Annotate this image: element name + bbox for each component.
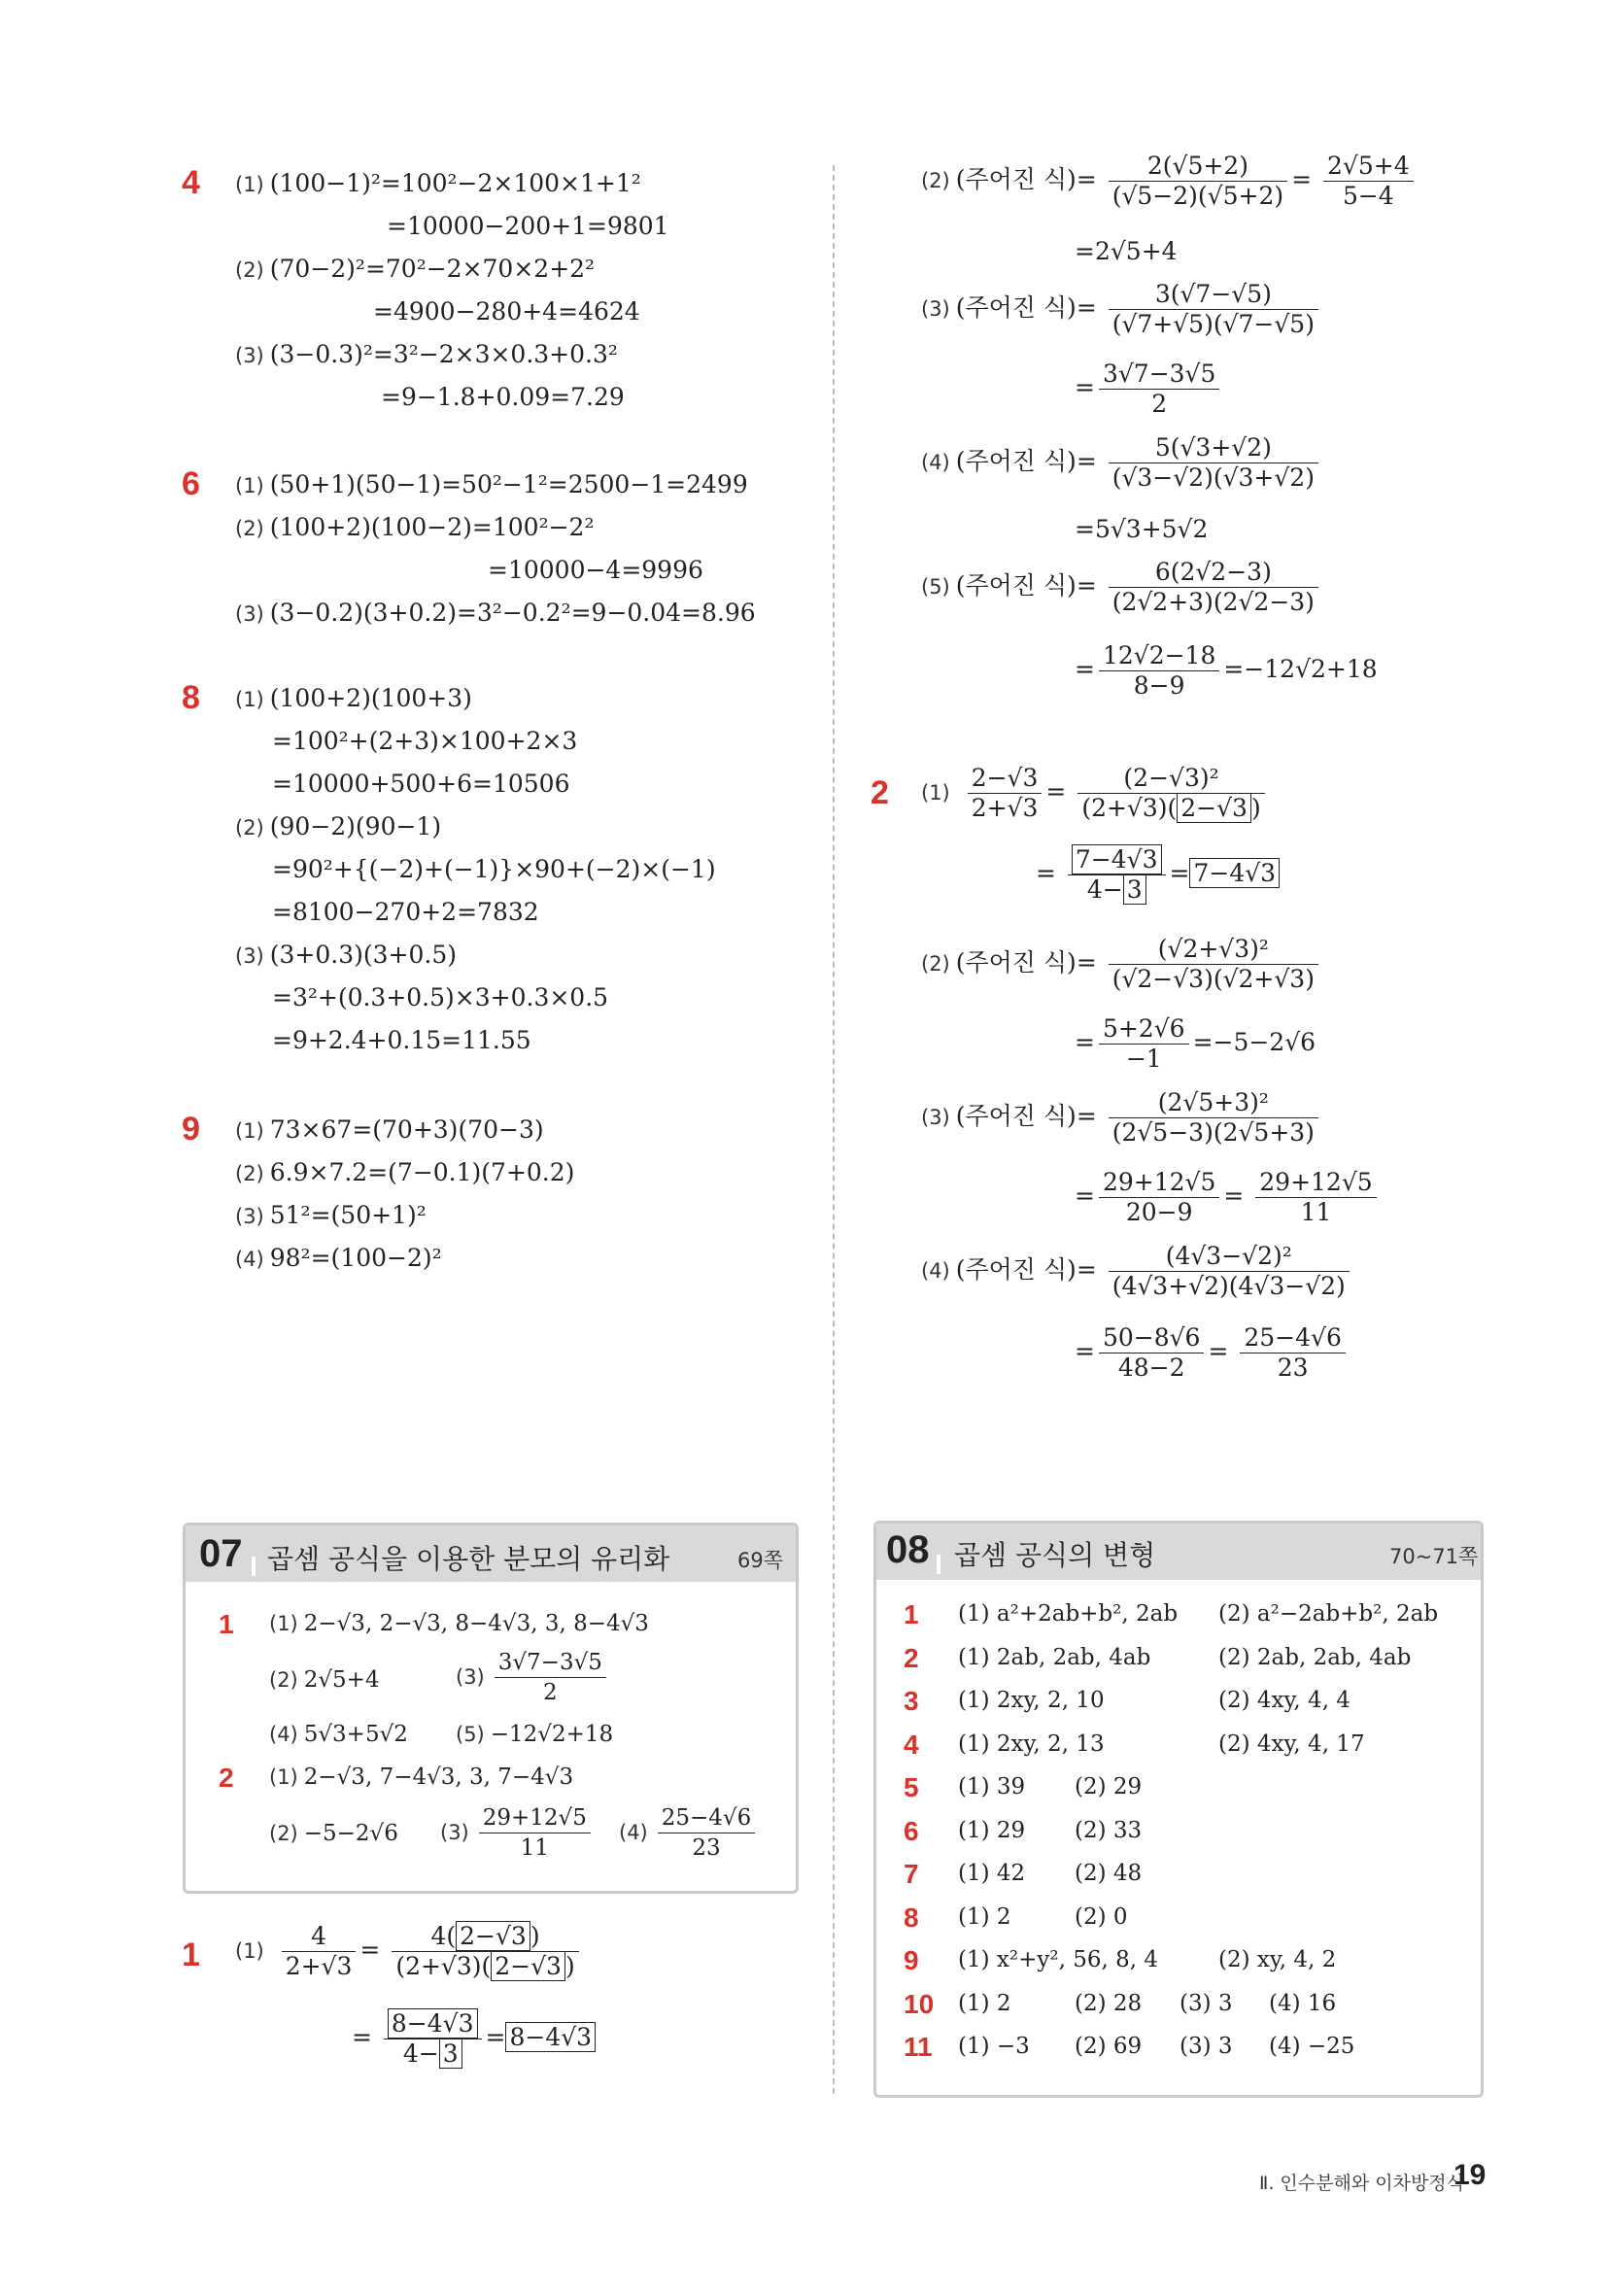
answer-item: (2) 33 (1075, 1818, 1143, 1843)
section-title: 곱셈 공식을 이용한 분모의 유리화 (267, 1543, 670, 1575)
equation-line: (1) (100+2)(100+3) (235, 684, 472, 712)
fraction: $\frac{4( 2-√3 )}{(2+√3)( 2-√3 )}$ (392, 1922, 578, 1981)
answer-box: 7−4√3 (1189, 858, 1280, 888)
answer-item: (1) 39 (958, 1774, 1026, 1799)
fraction: $\frac{29+12√5}{20-9}$ (1099, 1168, 1219, 1227)
equation-line: (2) (주어진 식)= $\frac{\text{(√2+√3)²}}{(√2-√3)(√2+√3)}$ (921, 935, 1322, 994)
equation-line: = $\frac{8-4√3}{4- 3}$ = 8−4√3 (352, 2009, 596, 2069)
answer-number: 10 (904, 1989, 935, 2019)
fraction: $\frac{3√7-3√5}{2}$ (1099, 360, 1219, 419)
answer-number: 4 (904, 1730, 919, 1760)
section-07-box (183, 1523, 799, 1894)
answer-number: 2 (219, 1763, 234, 1793)
equation-line: (3) (3−0.3)²=3²−2×3×0.3+0.3² (235, 340, 618, 368)
answer-item: (1) −3 (958, 2034, 1030, 2059)
equation-line: =90²+{(−2)+(−1)}×90+(−2)×(−1) (272, 855, 716, 883)
equation-line: =2√5+4 (1075, 237, 1178, 265)
fraction: $\frac{\text{(2−√3)²}}{(2+√3)( 2-√3 )}$ (1077, 764, 1264, 823)
equation-line: = $\frac{7-4√3}{4- 3}$ = 7−4√3 (1036, 845, 1280, 905)
fraction: $\frac{2√5+4}{5-4}$ (1323, 152, 1414, 211)
answer-item: (2) 28 (1075, 1991, 1143, 2016)
equation-line: (1) (100−1)²=100²−2×100×1+1² (235, 169, 641, 197)
answer-item: (4) −25 (1269, 2034, 1355, 2059)
equation-line: (3) 51²=(50+1)² (235, 1201, 427, 1229)
problem-number: 8 (182, 679, 200, 716)
equation-line: =4900−280+4=4624 (373, 297, 640, 326)
answer-line: (5) −12√2+18 (456, 1722, 614, 1747)
answer-number: 1 (904, 1599, 919, 1629)
equation-line: (1) 73×67=(70+3)(70−3) (235, 1115, 544, 1144)
equation-line: (1) $\frac{2-√3}{2+√3}$ = $\frac{\text{(2−√3)²}}{(2+√3)( 2-√3 )}$ (921, 764, 1269, 823)
answer-number: 8 (904, 1902, 919, 1933)
section-number: 07 (199, 1532, 243, 1575)
problem-number: 1 (182, 1936, 200, 1973)
equation-line: (3) (3−0.2)(3+0.2)=3²−0.2²=9−0.04=8.96 (235, 599, 756, 627)
equation-line: (2) (주어진 식)= $\frac{2(√5+2)}{(√5-2)(√5+2)}$ = $\frac{2√5+4}{5-4}$ (921, 152, 1418, 211)
answer-box: 8−4√3 (505, 2022, 596, 2052)
fraction: $\frac{\text{(4√3−√2)²}}{(4√3+√2)(4√3-√2)}$ (1109, 1242, 1350, 1301)
equation-line: =9+2.4+0.15=11.55 (272, 1026, 531, 1054)
fraction: $\frac{50-8√6}{48-2}$ (1099, 1323, 1205, 1383)
equation-line: (2) (90−2)(90−1) (235, 812, 442, 840)
answer-item: (1) 2xy, 2, 10 (958, 1688, 1105, 1713)
fraction: $\frac{2-√3}{2+√3}$ (968, 764, 1043, 823)
answer-number: 6 (904, 1816, 919, 1846)
fraction: $\frac{25-4√6}{23}$ (658, 1803, 755, 1863)
equation-line: = $\frac{29+12√5}{20-9}$ = $\frac{29+12√5}{11}$ (1075, 1168, 1381, 1227)
equation-line: = $\frac{12√2-18}{8-9}$ =−12√2+18 (1075, 641, 1378, 700)
equation-line: (5) (주어진 식)= $\frac{6(2√2-3)}{(2√2+3)(2√2-3)}$ (921, 558, 1322, 617)
fraction: $\frac{\text{(√2+√3)²}}{(√2-√3)(√2+√3)}$ (1109, 935, 1318, 994)
equation-line: (4) (주어진 식)= $\frac{5(√3+√2)}{(√3-√2)(√3+√2)}$ (921, 433, 1322, 493)
answer-item: (2) 4xy, 4, 17 (1218, 1731, 1365, 1757)
equation-line: (1) $\frac{4}{2+√3}$ = $\frac{4( 2-√3 )}{(2+√3)( 2-√3 )}$ (235, 1922, 583, 1981)
title-marker (937, 1555, 940, 1574)
answer-item: (3) 3 (1180, 1991, 1233, 2016)
answer-item: (2) 0 (1075, 1904, 1128, 1930)
answer-item: (4) 16 (1269, 1991, 1337, 2016)
equation-line: = $\frac{3√7-3√5}{2}$ (1075, 360, 1223, 419)
equation-line: (2) (100+2)(100−2)=100²−2² (235, 513, 595, 541)
answer-item: (2) 69 (1075, 2034, 1143, 2059)
equation-line: =8100−270+2=7832 (272, 898, 539, 926)
answer-item: (2) xy, 4, 2 (1218, 1947, 1337, 1972)
section-title: 곱셈 공식의 변형 (954, 1539, 1156, 1571)
problem-number: 9 (182, 1111, 200, 1148)
equation-line: =10000−200+1=9801 (387, 212, 669, 240)
answer-line: (4) $\frac{25-4√6}{23}$ (619, 1803, 759, 1863)
fraction: $\frac{5+2√6}{-1}$ (1099, 1014, 1189, 1074)
answer-item: (3) 3 (1180, 2034, 1233, 2059)
section-08-box (873, 1521, 1484, 2098)
section-page-ref: 69쪽 (737, 1549, 784, 1572)
fraction: $\frac{3(√7-√5)}{(√7+√5)(√7-√5)}$ (1109, 280, 1318, 339)
answer-number: 3 (904, 1686, 919, 1716)
answer-line: (2) 2√5+4 (269, 1667, 380, 1693)
answer-box: 3 (439, 2039, 462, 2069)
answer-line: (4) 5√3+5√2 (269, 1722, 408, 1747)
answer-line: (1) 2−√3, 2−√3, 8−4√3, 3, 8−4√3 (269, 1611, 649, 1636)
fraction: $\frac{12√2-18}{8-9}$ (1099, 641, 1219, 701)
fraction: $\frac{8-4√3}{4- 3}$ (384, 2009, 482, 2069)
answer-box: 7−4√3 (1072, 844, 1162, 874)
answer-item: (2) 4xy, 4, 4 (1218, 1688, 1351, 1713)
answer-box: 2−√3 (1177, 793, 1251, 823)
fraction: $\frac{2(√5+2)}{(√5-2)(√5+2)}$ (1109, 152, 1287, 211)
answer-item: (2) a²−2ab+b², 2ab (1218, 1601, 1439, 1627)
equation-line: = $\frac{5+2√6}{-1}$ =−5−2√6 (1075, 1014, 1316, 1073)
answer-item: (1) 2 (958, 1904, 1011, 1930)
fraction: $\frac{29+12√5}{11}$ (1255, 1168, 1376, 1227)
fraction: $\frac{3√7-3√5}{2}$ (495, 1648, 606, 1707)
answer-box: 2−√3 (456, 1921, 530, 1951)
column-divider (833, 165, 835, 2094)
equation-line: =5√3+5√2 (1075, 515, 1209, 543)
fraction: $\frac{\text{(2√5+3)²}}{(2√5-3)(2√5+3)}$ (1109, 1088, 1318, 1148)
answer-number: 9 (904, 1945, 919, 1975)
answer-box: 8−4√3 (388, 2008, 478, 2039)
fraction: $\frac{29+12√5}{11}$ (479, 1803, 591, 1863)
answer-number: 11 (904, 2032, 933, 2062)
answer-line: (2) −5−2√6 (269, 1821, 398, 1846)
fraction: $\frac{6(2√2-3)}{(2√2+3)(2√2-3)}$ (1109, 558, 1318, 617)
answer-item: (2) 29 (1075, 1774, 1143, 1799)
answer-line: (3) $\frac{3√7-3√5}{2}$ (456, 1648, 610, 1707)
equation-line: (3) (3+0.3)(3+0.5) (235, 941, 457, 969)
answer-item: (1) 2 (958, 1991, 1011, 2016)
equation-line: (4) 98²=(100−2)² (235, 1244, 442, 1272)
equation-line: (3) (주어진 식)= $\frac{\text{(2√5+3)²}}{(2√5-3)(2√5+3)}$ (921, 1088, 1322, 1148)
equation-line: (1) (50+1)(50−1)=50²−1²=2500−1=2499 (235, 470, 748, 498)
equation-line: =10000−4=9996 (488, 556, 703, 584)
answer-item: (1) 29 (958, 1818, 1026, 1843)
equation-line: (2) (70−2)²=70²−2×70×2+2² (235, 255, 596, 283)
answer-item: (1) x²+y², 56, 8, 4 (958, 1947, 1158, 1972)
answer-number: 2 (904, 1643, 919, 1673)
fraction: $\frac{7-4√3}{4- 3}$ (1068, 845, 1166, 905)
answer-item: (2) 2ab, 2ab, 4ab (1218, 1645, 1412, 1670)
problem-number: 4 (182, 164, 200, 201)
section-number: 08 (886, 1528, 930, 1571)
problem-number: 6 (182, 465, 200, 502)
equation-line: =9−1.8+0.09=7.29 (381, 383, 625, 411)
fraction: $\frac{5(√3+√2)}{(√3-√2)(√3+√2)}$ (1109, 433, 1318, 493)
answer-line: (1) 2−√3, 7−4√3, 3, 7−4√3 (269, 1765, 574, 1790)
answer-line: (3) $\frac{29+12√5}{11}$ (440, 1803, 595, 1863)
answer-item: (1) 2ab, 2ab, 4ab (958, 1645, 1151, 1670)
answer-box: 3 (1123, 874, 1146, 905)
equation-line: = $\frac{50-8√6}{48-2}$ = $\frac{25-4√6}{23}$ (1075, 1323, 1350, 1383)
answer-number: 1 (219, 1609, 234, 1639)
chapter-label: Ⅱ. 인수분해와 이차방정식 (1259, 2173, 1465, 2194)
answer-item: (1) a²+2ab+b², 2ab (958, 1601, 1179, 1627)
equation-line: (4) (주어진 식)= $\frac{\text{(4√3−√2)²}}{(4√3+√2)(4√3-√2)}$ (921, 1242, 1353, 1301)
page-number: 19 (1453, 2159, 1487, 2191)
fraction: $\frac{25-4√6}{23}$ (1240, 1323, 1346, 1383)
equation-line: (2) 6.9×7.2=(7−0.1)(7+0.2) (235, 1158, 575, 1186)
answer-item: (1) 2xy, 2, 13 (958, 1731, 1105, 1757)
equation-line: (3) (주어진 식)= $\frac{3(√7-√5)}{(√7+√5)(√7-√5)}$ (921, 280, 1322, 339)
answer-number: 5 (904, 1772, 919, 1802)
equation-line: =10000+500+6=10506 (272, 770, 570, 798)
fraction: $\frac{4}{2+√3}$ (282, 1922, 357, 1981)
title-marker (252, 1557, 256, 1576)
section-page-ref: 70~71쪽 (1389, 1545, 1479, 1568)
answer-item: (1) 42 (958, 1861, 1026, 1886)
equation-line: =100²+(2+3)×100+2×3 (272, 727, 578, 755)
answer-box: 2−√3 (491, 1951, 565, 1981)
equation-line: =3²+(0.3+0.5)×3+0.3×0.5 (272, 983, 609, 1011)
problem-number: 2 (871, 774, 889, 811)
answer-number: 7 (904, 1859, 919, 1889)
answer-item: (2) 48 (1075, 1861, 1143, 1886)
